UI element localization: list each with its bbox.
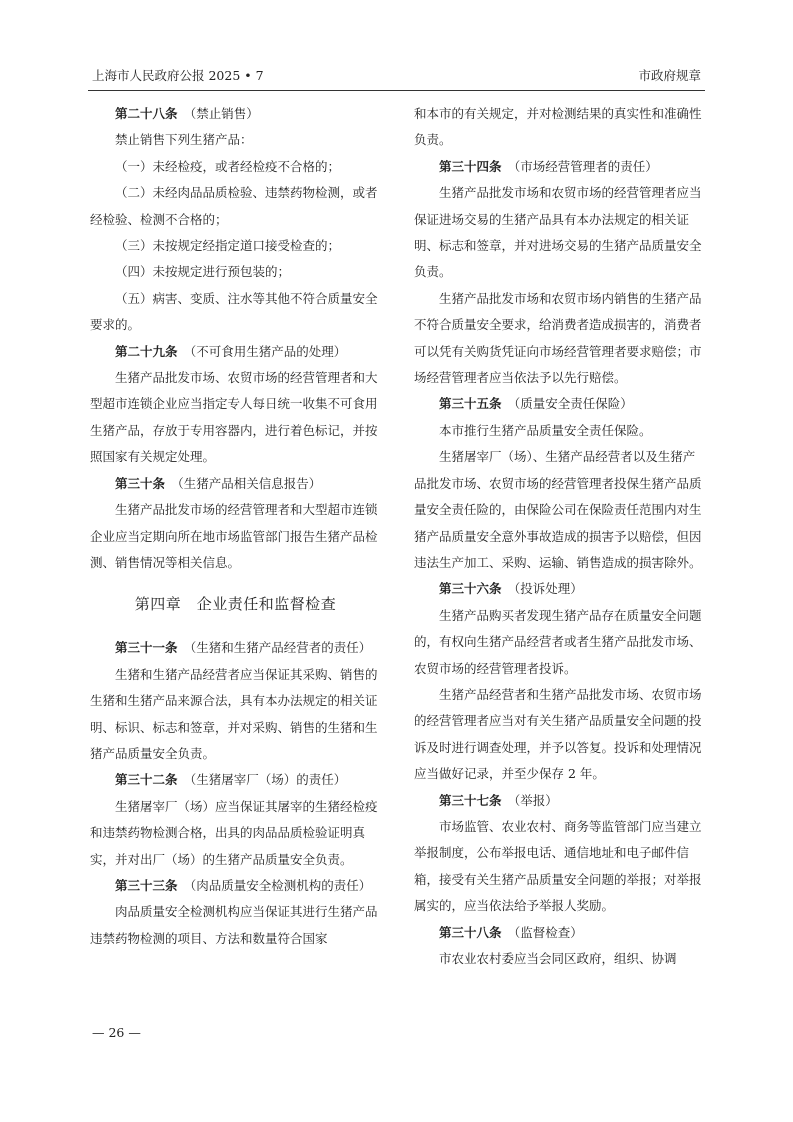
paragraph: 禁止销售下列生猪产品： bbox=[115, 132, 253, 148]
paragraph: 生猪和生猪产品经营者应当保证其采购、销售的生猪和生猪产品来源合法，具有本办法规定的相关证明、标识、标志和签章，并对采购、销售的生猪和生猪产品质量安全负责。 bbox=[90, 666, 378, 761]
article-title: （生猪产品相关信息报告） bbox=[177, 475, 322, 491]
paragraph: 生猪屠宰厂（场）应当保证其屠宰的生猪经检疫和违禁药物检测合格，出具的肉品品质检验证明真实，并对出厂（场）的生猪产品质量安全负责。 bbox=[90, 798, 378, 867]
paragraph: （二）未经肉品品质检验、违禁药物检测，或者经检验、检测不合格的； bbox=[90, 185, 378, 227]
paragraph: 生猪屠宰厂（场）、生猪产品经营者以及生猪产品批发市场、农贸市场的经营管理者投保生猪产品质量安全责任险的，由保险公司在保险责任范围内对生猪产品质量安全意外事故造成的损害予以赔偿，但因违法生产加工、采购、运输、销售造成的损害除外。 bbox=[414, 449, 702, 570]
paragraph: 生猪产品批发市场、农贸市场的经营管理者和大型超市连锁企业应当指定专人每日统一收集不可食用生猪产品，存放于专用容器内，进行着色标记，并按照国家有关规定处理。 bbox=[90, 370, 378, 465]
paragraph: 本市推行生猪产品质量安全责任保险。 bbox=[439, 422, 652, 438]
article-number: 第三十五条 bbox=[439, 396, 502, 412]
article-number: 第三十六条 bbox=[439, 581, 502, 597]
article-heading bbox=[414, 920, 705, 946]
article-number: 第三十二条 bbox=[115, 772, 178, 788]
paragraph: 肉品质量安全检测机构应当保证其进行生猪产品违禁药物检测的项目、方法和数量符合国家 bbox=[90, 904, 378, 946]
left-column bbox=[90, 101, 381, 952]
article-title: （举报） bbox=[514, 792, 558, 808]
article-heading bbox=[90, 339, 381, 365]
article-title: （质量安全责任保险） bbox=[514, 396, 633, 412]
article-number: 第二十九条 bbox=[115, 343, 178, 359]
paragraph: （一）未经检疫，或者经检疫不合格的； bbox=[115, 158, 341, 174]
article-number: 第三十条 bbox=[115, 475, 166, 491]
journal-title: 上海市人民政府公报 2025 • 7 bbox=[92, 68, 264, 83]
continued-paragraph: 和本市的有关规定，并对检测结果的真实性和准确性负责。 bbox=[414, 106, 702, 148]
header-divider bbox=[88, 90, 705, 91]
page-number: — 26 — bbox=[92, 1025, 141, 1040]
paragraph: 生猪产品购买者发现生猪产品存在质量安全问题的，有权向生猪产品经营者或者生猪产品批发市场、农贸市场的经营管理者投诉。 bbox=[414, 607, 702, 676]
article-heading bbox=[414, 391, 705, 417]
chapter-heading: 第四章 企业责任和监督检查 bbox=[134, 595, 337, 614]
article-heading bbox=[414, 154, 705, 180]
article-heading bbox=[414, 576, 705, 602]
article-number: 第三十七条 bbox=[439, 792, 502, 808]
article-title: （生猪和生猪产品经营者的责任） bbox=[190, 640, 372, 656]
article-title: （肉品质量安全检测机构的责任） bbox=[190, 877, 372, 893]
paragraph: 生猪产品经营者和生猪产品批发市场、农贸市场的经营管理者应当对有关生猪产品质量安全问题的投诉及时进行调查处理，并予以答复。投诉和处理情况应当做好记录，并至少保存 2 年。 bbox=[414, 686, 702, 782]
paragraph: 生猪产品批发市场和农贸市场内销售的生猪产品不符合质量安全要求，给消费者造成损害的，消费者可以凭有关购货凭证向市场经营管理者要求赔偿；市场经营管理者应当依法予以先行赔偿。 bbox=[414, 290, 702, 386]
paragraph: （五）病害、变质、注水等其他不符合质量安全要求的。 bbox=[90, 290, 378, 333]
article-heading bbox=[90, 635, 381, 661]
article-heading bbox=[90, 101, 381, 127]
article-heading bbox=[90, 873, 381, 899]
paragraph: 生猪产品批发市场和农贸市场的经营管理者应当保证进场交易的生猪产品具有本办法规定的相关证明、标志和签章，并对进场交易的生猪产品质量安全负责。 bbox=[414, 185, 702, 280]
article-number: 第三十三条 bbox=[115, 877, 178, 893]
article-title: （不可食用生猪产品的处理） bbox=[190, 343, 347, 359]
article-number: 第三十一条 bbox=[115, 640, 178, 656]
article-heading bbox=[90, 767, 381, 793]
paragraph: 市场监管、农业农村、商务等监管部门应当建立举报制度，公布举报电话、通信地址和电子邮件信箱，接受有关生猪产品质量安全问题的举报；对举报属实的，应当依法给予举报人奖励。 bbox=[414, 818, 702, 914]
section-label: 市政府规章 bbox=[638, 68, 701, 83]
paragraph: 市农业农村委应当会同区政府，组织、协调 bbox=[439, 951, 677, 966]
article-title: （市场经营管理者的责任） bbox=[514, 158, 658, 174]
right-column bbox=[414, 101, 705, 972]
article-title: （监督检查） bbox=[514, 924, 583, 940]
article-title: （禁止销售） bbox=[190, 106, 259, 121]
article-title: （生猪屠宰厂（场）的责任） bbox=[190, 772, 347, 788]
paragraph: （四）未按规定进行预包装的； bbox=[115, 264, 291, 280]
article-heading bbox=[90, 471, 381, 497]
article-number: 第二十八条 bbox=[115, 106, 178, 121]
article-number: 第三十四条 bbox=[439, 158, 502, 174]
article-title: （投诉处理） bbox=[514, 581, 583, 597]
paragraph: 生猪产品批发市场的经营管理者和大型超市连锁企业应当定期向所在地市场监管部门报告生猪产品检测、销售情况等相关信息。 bbox=[90, 502, 378, 570]
article-number: 第三十八条 bbox=[439, 924, 502, 940]
paragraph: （三）未按规定经指定道口接受检查的； bbox=[115, 238, 341, 254]
article-heading bbox=[414, 788, 705, 814]
